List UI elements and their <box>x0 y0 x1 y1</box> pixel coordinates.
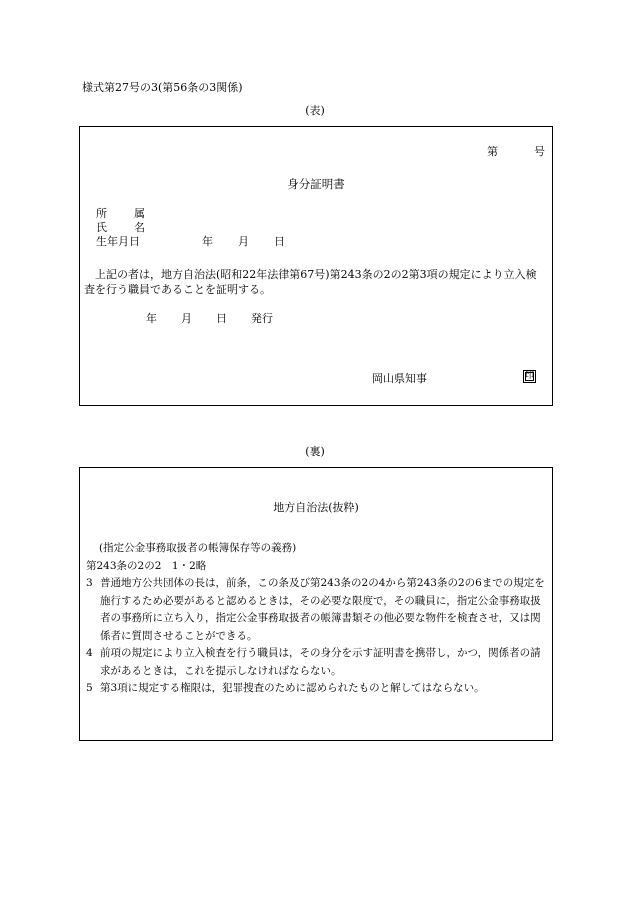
paragraph-number: 3 <box>86 577 93 589</box>
law-excerpt-title: 地方自治法(抜粋) <box>273 501 359 514</box>
certificate-body-line2: 査を行う職員であることを証明する。 <box>84 283 271 296</box>
article-caption: (指定公金事務取扱者の帳簿保存等の義務) <box>99 542 297 554</box>
paragraph-5 <box>86 680 547 698</box>
law-excerpt-body <box>86 540 547 698</box>
certificate-front <box>79 126 553 406</box>
issue-day: 日 <box>216 312 227 325</box>
seal-mark: 印 <box>524 371 534 381</box>
certificate-back <box>79 467 553 741</box>
front-side-label: (表) <box>305 104 325 117</box>
governor-name: 岡山県知事 <box>372 372 427 385</box>
dob-field <box>96 235 140 249</box>
number-suffix: 号 <box>534 145 545 158</box>
issue-label: 発行 <box>251 312 273 325</box>
dob-year: 年 <box>202 235 213 248</box>
number-prefix: 第 <box>487 145 498 158</box>
dob-parts <box>202 235 285 249</box>
certificate-title: 身分証明書 <box>287 177 345 191</box>
issue-month: 月 <box>181 312 192 325</box>
paragraph-text: 普通地方公共団体の長は，前条，この条及び第243条の2の4から第243条の2の6までの規定を施行するため必要があると認めるときは，その必要な限度で，その職員に，指定公金事務取扱者の事務所に立ち入り，指定公金事務取扱者の帳簿書類その他必要な物件を検査させ，又は関係者に質問させることができる。 <box>100 577 545 642</box>
name-label: 氏 名 <box>96 221 153 234</box>
dob-label: 生年月日 <box>96 235 140 248</box>
affiliation-label: 所 属 <box>96 207 153 220</box>
certificate-number <box>487 145 545 159</box>
paragraph-number: 5 <box>86 682 93 694</box>
form-number: 様式第27号の3(第56条の3関係) <box>82 81 243 94</box>
issue-date <box>146 312 273 326</box>
affiliation-field <box>96 207 153 221</box>
paragraph-text: 前項の規定により立入検査を行う職員は，その身分を示す証明書を携帯し，かつ，関係者の請求があるときは，これを提示しなければならない。 <box>100 647 541 677</box>
dob-month: 月 <box>238 235 249 248</box>
issue-year: 年 <box>146 312 157 325</box>
certificate-body <box>84 267 548 297</box>
back-side-label: (裏) <box>305 445 325 458</box>
article-heading: 第243条の2の2 1・2略 <box>86 559 207 572</box>
paragraph-4 <box>86 645 547 680</box>
certificate-body-line1: 上記の者は，地方自治法(昭和22年法律第67号)第243条の2の2第3項の規定により立入検 <box>95 268 537 281</box>
name-field <box>96 221 153 235</box>
paragraph-text: 第3項に規定する権限は，犯罪捜査のために認められたものと解してはならない。 <box>100 682 485 694</box>
paragraph-number: 4 <box>86 647 93 659</box>
paragraph-3 <box>86 575 547 645</box>
dob-day: 日 <box>274 235 285 248</box>
